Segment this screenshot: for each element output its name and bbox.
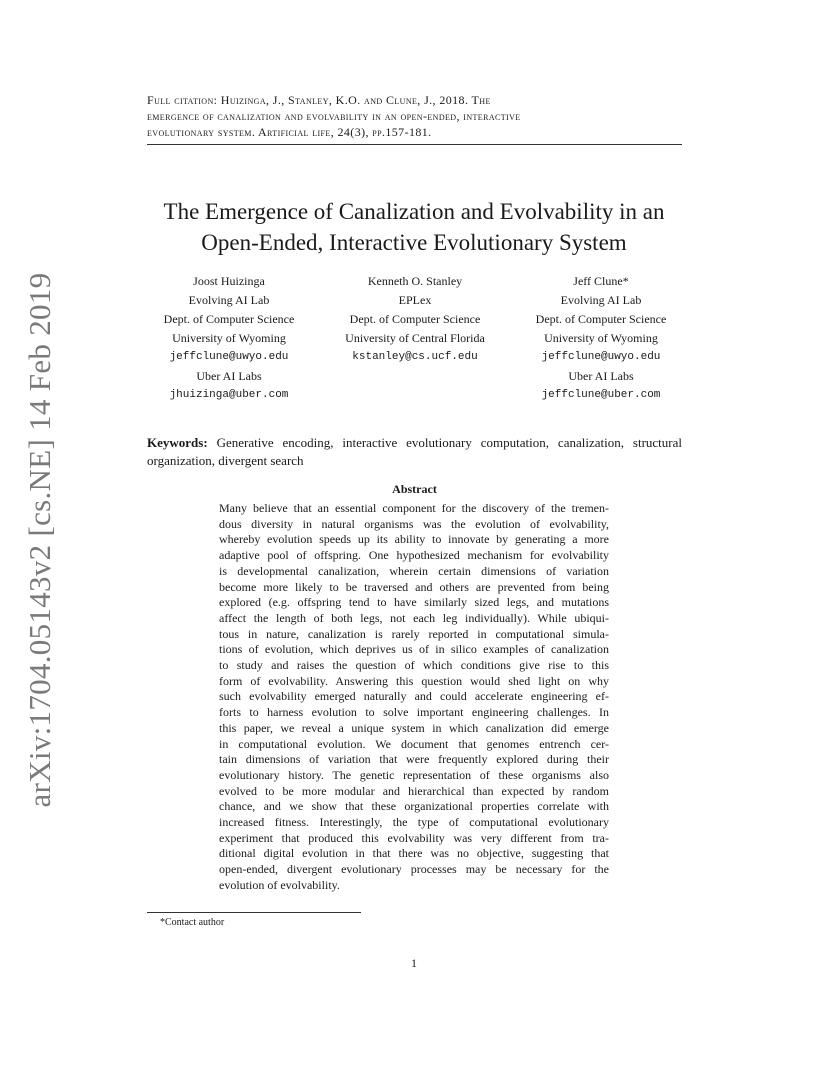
arxiv-identifier-stamp: arXiv:1704.05143v2 [cs.NE] 14 Feb 2019 [22, 272, 57, 808]
abstract-line: become more likely to be traversed and others are prevented from being [219, 579, 609, 594]
author-department: Dept. of Computer Science [163, 312, 295, 326]
author-clune [501, 272, 701, 405]
author-affiliation-extra: Uber AI Labs [568, 369, 634, 383]
abstract-line: whereby evolution speeds up its ability to innovate by generating a more [219, 532, 609, 547]
keywords-paragraph [147, 434, 682, 470]
abstract-heading: Abstract [392, 482, 437, 496]
footnote-divider [147, 912, 361, 913]
keywords-text: Generative encoding, interactive evolutionary computation, canalization, structural organization, divergent search [147, 435, 682, 468]
author-email-primary[interactable]: jeffclune@uwyo.edu [169, 351, 289, 363]
abstract-line: is developmental canalization, wherein certain dimensions of variation [219, 563, 609, 578]
author-email-primary[interactable]: jeffclune@uwyo.edu [541, 351, 661, 363]
author-lab: Evolving AI Lab [188, 293, 270, 307]
author-department: Dept. of Computer Science [535, 312, 667, 326]
author-email-secondary[interactable]: jeffclune@uber.com [541, 389, 661, 401]
abstract-line: increased fitness. Interestingly, the type of computational evolutionary [219, 815, 609, 830]
abstract-line: adaptive pool of offspring. One hypothesized mechanism for evolvability [219, 548, 609, 563]
author-university: University of Wyoming [544, 331, 658, 345]
author-huizinga [129, 272, 329, 405]
paper-title: The Emergence of Canalization and Evolvability in an Open-Ended, Interactive Evolutionary System [163, 199, 665, 255]
contact-author-footnote: *Contact author [160, 917, 225, 928]
author-name: Kenneth O. Stanley [367, 274, 463, 288]
abstract-line: tain dimensions of variation that were frequently explored during their [219, 752, 609, 767]
abstract-line: in computational evolution. We document that genomes entrench cer- [219, 736, 609, 751]
author-email-secondary[interactable]: jhuizinga@uber.com [169, 389, 289, 401]
full-citation-header: Full citation: Huizinga, J., Stanley, K.O. and Clune, J., 2018. The emergence of canalization and evolvability in an open-ended, interactive evolutionary system. Artificial life, 24(3), pp.157-181. [147, 92, 682, 145]
abstract-line: to study and raises the question of which conditions give rise to this [219, 658, 609, 673]
abstract-body [219, 501, 609, 894]
author-name [501, 272, 701, 291]
page-number: 1 [411, 956, 417, 970]
abstract-line: tions of evolution, which deprives us of in silico examples of canalization [219, 642, 609, 657]
abstract-line: evolutionary history. The genetic representation of these organisms also [219, 767, 609, 782]
abstract-line: affect the length of both legs, not each leg individually). While ubiqui- [219, 610, 609, 625]
author-name-text: Jeff Clune* [573, 274, 629, 288]
abstract-line: experiment that produced this evolvability was very different from tra- [219, 830, 609, 845]
author-email-primary[interactable]: kstanley@cs.ucf.edu [352, 351, 478, 363]
author-name: Joost Huizinga [193, 274, 265, 288]
abstract-line: tous in nature, canalization is rarely reported in computational simula- [219, 626, 609, 641]
author-affiliation-extra: Uber AI Labs [196, 369, 262, 383]
abstract-line: Many believe that an essential component for the discovery of the tremen- [219, 501, 609, 515]
abstract-line: this paper, we reveal a unique system in which canalization did emerge [219, 720, 609, 735]
author-stanley [315, 272, 515, 367]
abstract-line: open-ended, divergent evolutionary processes may be necessary for the [219, 862, 609, 877]
author-lab: EPLex [398, 293, 432, 307]
abstract-line: forts to harness evolution to solve important engineering challenges. In [219, 705, 609, 720]
abstract-line: dous diversity in natural organisms was the evolution of evolvability, [219, 516, 609, 531]
abstract-line: evolution of evolvability. [219, 877, 340, 892]
author-university: University of Wyoming [172, 331, 286, 345]
abstract-line: such evolvability emerged naturally and could accelerate engineering ef- [219, 689, 609, 704]
abstract-line: evolved to be more modular and hierarchical than expected by random [219, 783, 609, 798]
author-department: Dept. of Computer Science [349, 312, 481, 326]
author-lab: Evolving AI Lab [560, 293, 642, 307]
author-block [147, 272, 682, 412]
abstract-line: form of evolvability. Answering this question would shed light on why [219, 673, 609, 688]
abstract-line: explored (e.g. offspring tend to have similarly sized legs, and mutations [219, 595, 609, 610]
keywords-label: Keywords: [147, 435, 208, 450]
abstract-line: chance, and we show that these organizational properties correlate with [219, 799, 609, 814]
abstract-line: ditional digital evolution in that there was no objective, suggesting that [219, 846, 609, 861]
author-university: University of Central Florida [345, 331, 485, 345]
